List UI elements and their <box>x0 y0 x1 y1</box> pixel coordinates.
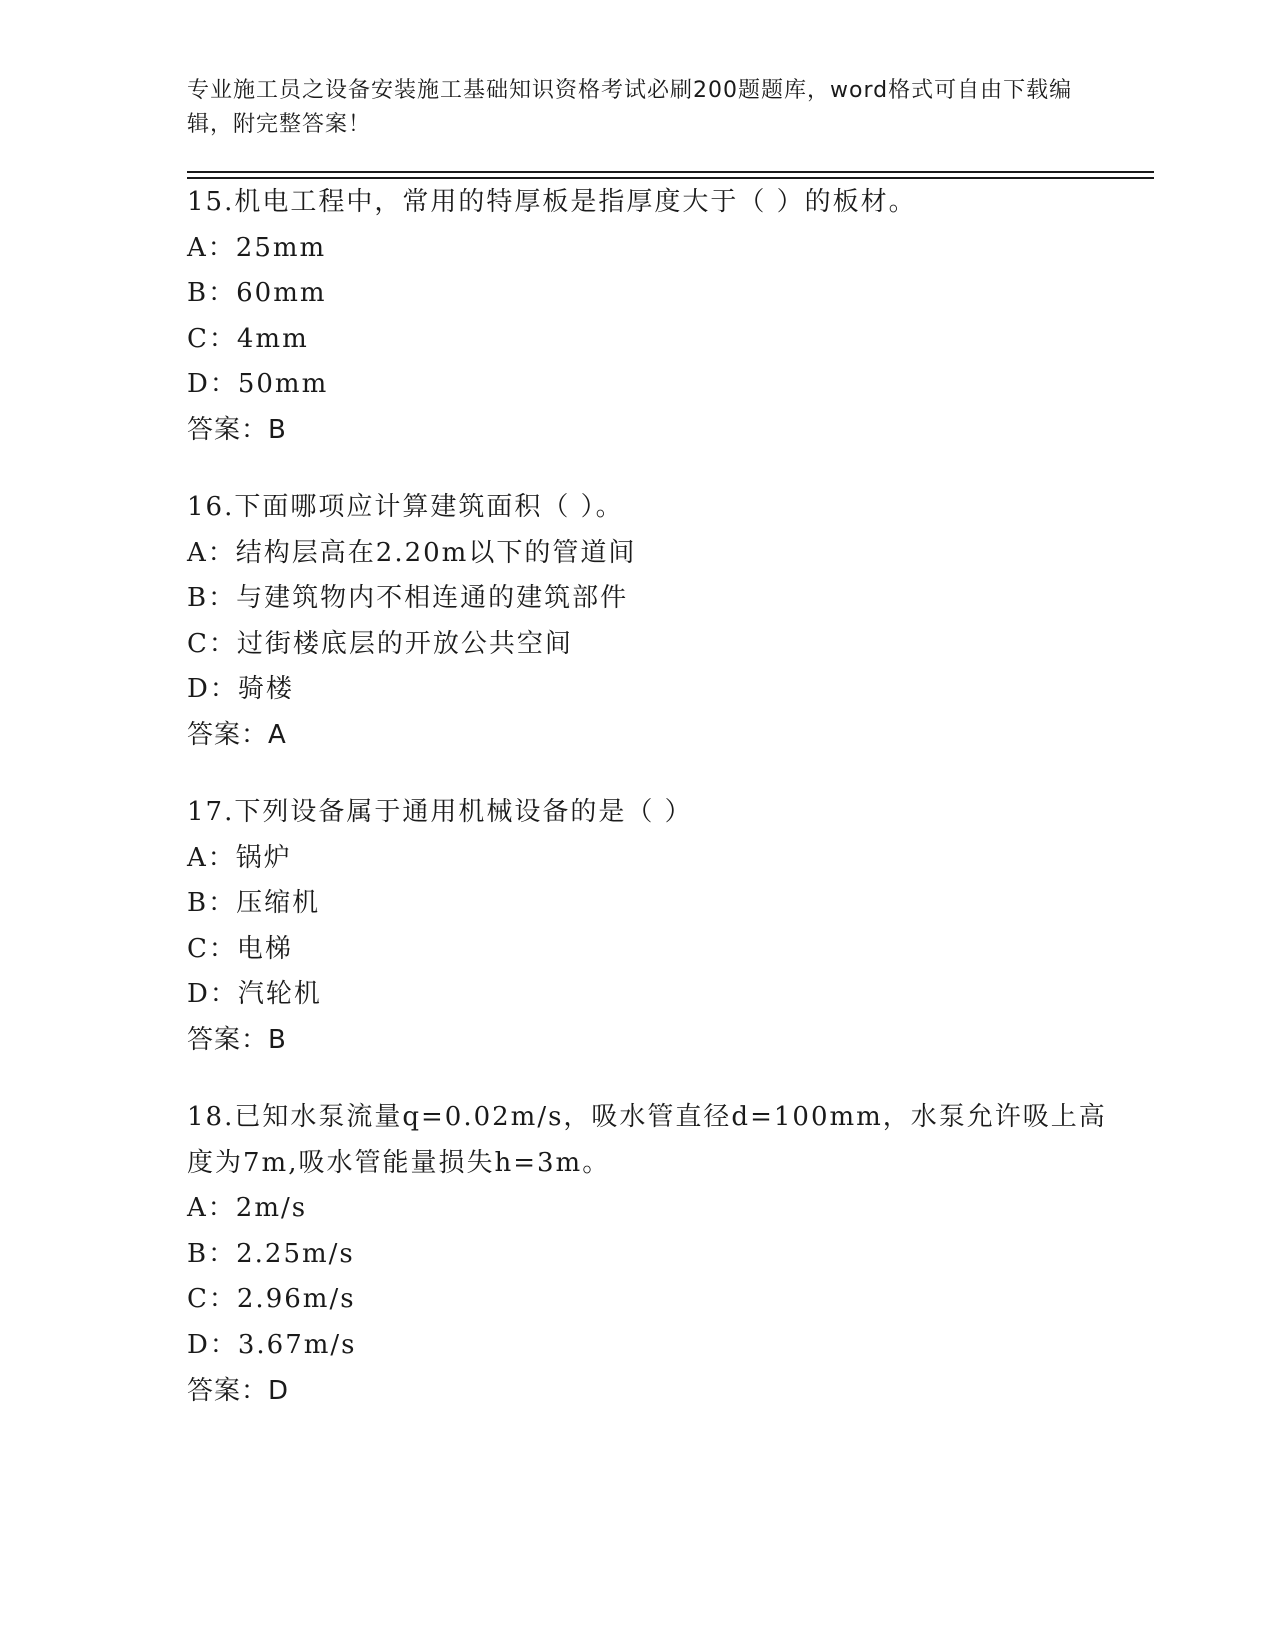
option-c: C：过街楼底层的开放公共空间 <box>187 628 573 659</box>
answer-text: 答案：B <box>187 414 287 445</box>
question-text: 16.下面哪项应计算建筑面积（ ）。 <box>187 492 624 522</box>
option-d: D：50mm <box>187 369 329 400</box>
question-block-15 <box>187 180 1087 454</box>
document-header: 专业施工员之设备安装施工基础知识资格考试必刷200题题库，word格式可自由下载编辑，附完整答案！ <box>187 78 1073 137</box>
question-text: 17.下列设备属于通用机械设备的是（ ） <box>187 797 693 827</box>
question-text-line-2: 度为7m,吸水管能量损失h=3m。 <box>187 1147 611 1178</box>
answer-text: 答案：A <box>187 719 287 750</box>
question-block-17 <box>187 790 1087 1064</box>
option-a: A：2m/s <box>187 1193 308 1224</box>
question-text: 15.机电工程中，常用的特厚板是指厚度大于（ ）的板材。 <box>187 187 917 217</box>
answer-text: 答案：D <box>187 1375 290 1406</box>
option-b: B：与建筑物内不相连通的建筑部件 <box>187 583 629 614</box>
option-c: C：电梯 <box>187 933 293 964</box>
option-b: B：压缩机 <box>187 888 321 919</box>
option-a: A：锅炉 <box>187 842 292 873</box>
question-block-16 <box>187 485 1087 759</box>
option-c: C：2.96m/s <box>187 1284 356 1315</box>
option-b: B：60mm <box>187 278 327 309</box>
option-c: C：4mm <box>187 323 309 354</box>
option-d: D：汽轮机 <box>187 979 322 1010</box>
option-d: D：3.67m/s <box>187 1329 357 1360</box>
header-divider-top <box>187 171 1154 173</box>
option-b: B：2.25m/s <box>187 1238 355 1269</box>
option-a: A：结构层高在2.20m以下的管道间 <box>187 537 637 568</box>
option-d: D：骑楼 <box>187 674 294 705</box>
question-block-18 <box>187 1095 1107 1414</box>
header-divider-bottom <box>187 177 1154 179</box>
answer-text: 答案：B <box>187 1024 287 1055</box>
option-a: A：25mm <box>187 232 327 263</box>
question-text-line-1: 18.已知水泵流量q=0.02m/s，吸水管直径d=100mm，水泵允许吸上高 <box>187 1102 1107 1132</box>
